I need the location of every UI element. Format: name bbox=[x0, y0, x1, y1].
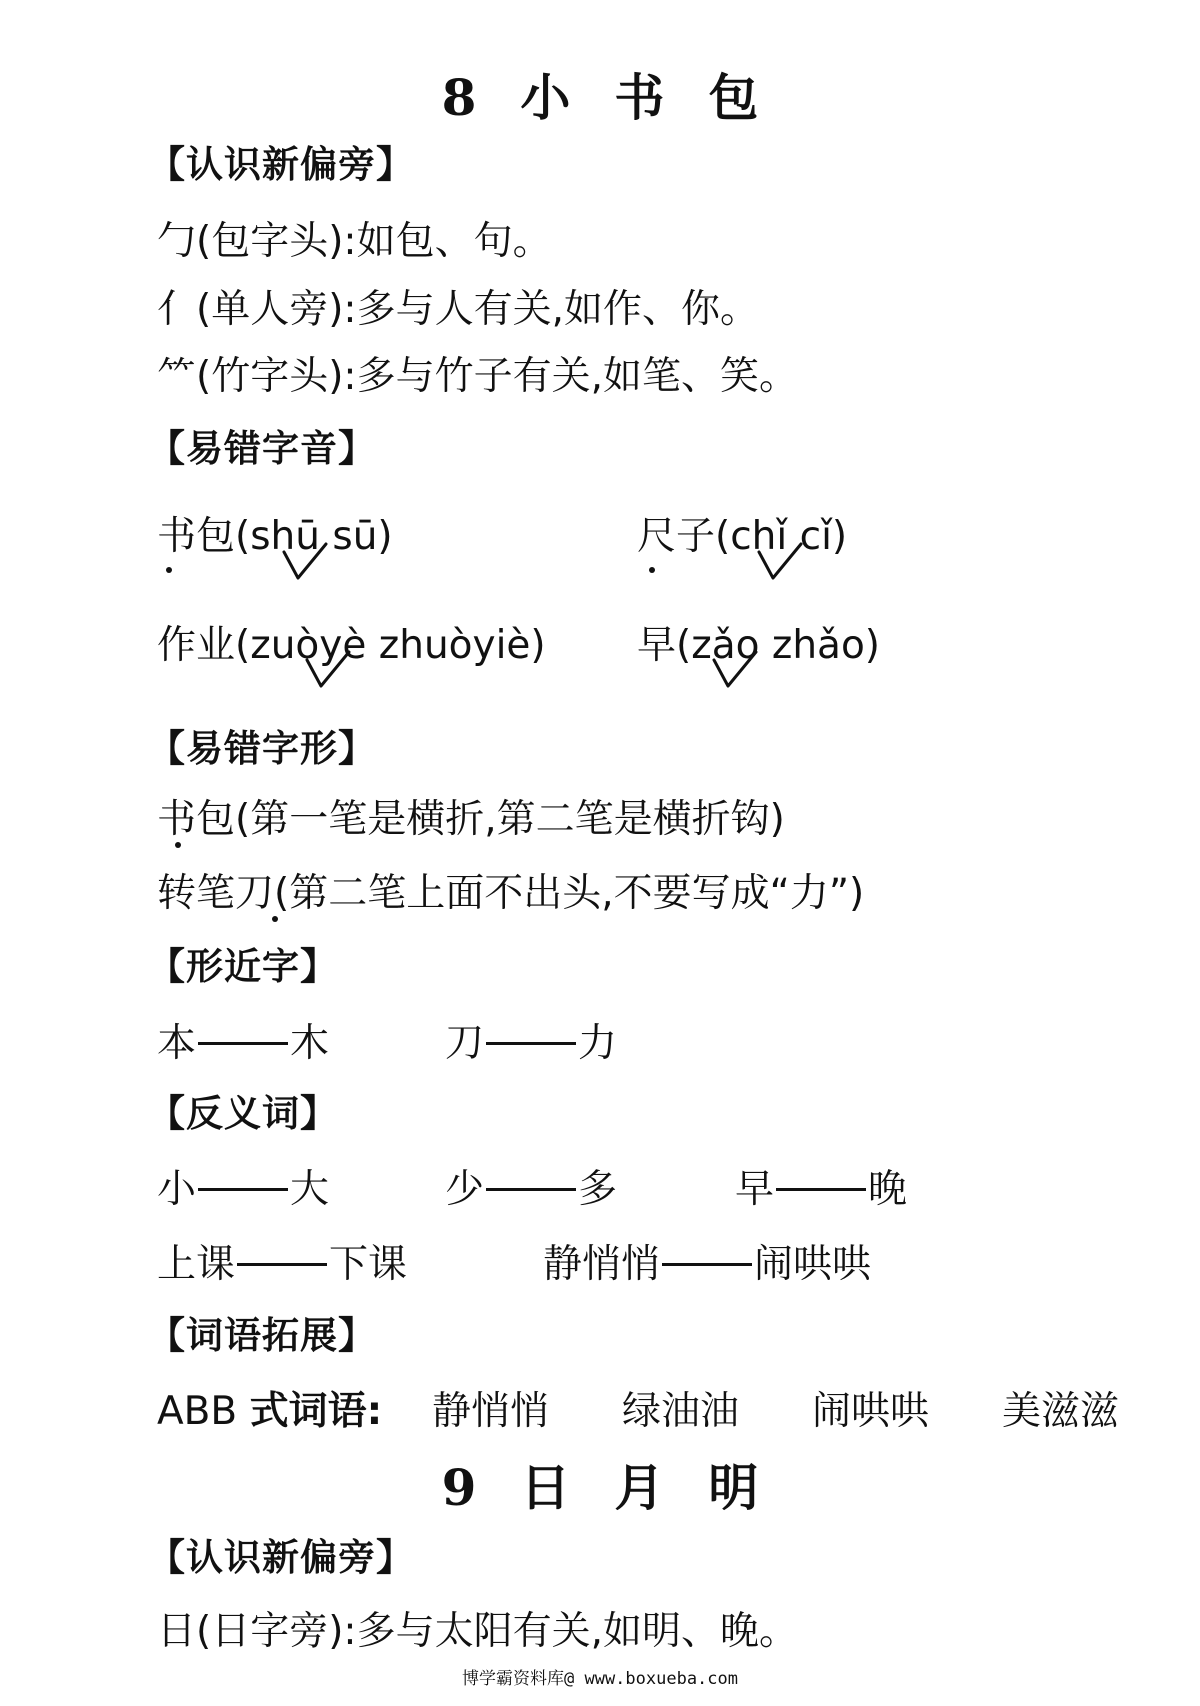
lesson-number: 9 bbox=[441, 1458, 477, 1517]
title-char: 书 bbox=[614, 68, 665, 127]
title-char: 明 bbox=[708, 1458, 759, 1517]
pair-right: 木 bbox=[290, 1021, 330, 1066]
pronunciation-word: 作业 bbox=[157, 623, 236, 668]
pronunciation-word: 早 bbox=[637, 623, 677, 668]
lesson-8-title bbox=[0, 58, 1200, 130]
section-heading-glyphs: 【易错字形】 bbox=[148, 727, 376, 770]
pair-left: 上课 bbox=[157, 1242, 236, 1287]
checkmark-icon bbox=[282, 540, 332, 584]
pronunciation-item bbox=[157, 505, 393, 561]
section-heading-similar: 【形近字】 bbox=[148, 945, 338, 988]
dash-divider bbox=[237, 1263, 327, 1266]
section-heading-pronunciation: 【易错字音】 bbox=[148, 427, 376, 470]
antonym-pair bbox=[445, 1158, 617, 1214]
pair-right: 力 bbox=[578, 1021, 618, 1066]
section-heading-radicals-9: 【认识新偏旁】 bbox=[148, 1536, 414, 1579]
title-char: 日 bbox=[520, 1458, 571, 1517]
glyph-line: 转笔刀(第二笔上面不出头,不要写成“力”) bbox=[157, 871, 865, 916]
antonym-pair bbox=[157, 1233, 407, 1289]
pair-left: 本 bbox=[157, 1021, 197, 1066]
emphasis-dot bbox=[166, 567, 172, 573]
pair-left: 刀 bbox=[445, 1021, 485, 1066]
radical-line: ⺮(竹字头):多与竹子有关,如笔、笑。 bbox=[157, 354, 798, 399]
dash-divider bbox=[776, 1188, 866, 1191]
dash-divider bbox=[198, 1042, 288, 1045]
pair-left: 静悄悄 bbox=[543, 1242, 661, 1287]
radical-line: 亻(单人旁):多与人有关,如作、你。 bbox=[157, 287, 759, 332]
similar-pair bbox=[157, 1012, 329, 1068]
pronunciation-options: (zǎo zhǎo) bbox=[676, 623, 881, 668]
pair-left: 早 bbox=[735, 1167, 775, 1212]
emphasis-dot bbox=[272, 916, 278, 922]
dash-divider bbox=[486, 1042, 576, 1045]
pair-left: 小 bbox=[157, 1167, 197, 1212]
similar-pair bbox=[445, 1012, 617, 1068]
lesson-9-title bbox=[0, 1448, 1200, 1520]
abb-prefix: ABB bbox=[157, 1389, 238, 1434]
emphasis-dot bbox=[175, 842, 181, 848]
antonym-pair bbox=[157, 1158, 329, 1214]
lesson-number: 8 bbox=[441, 68, 477, 127]
pair-right: 多 bbox=[578, 1167, 618, 1212]
section-heading-radicals: 【认识新偏旁】 bbox=[148, 143, 414, 186]
pair-right: 闹哄哄 bbox=[754, 1242, 872, 1287]
dash-divider bbox=[198, 1188, 288, 1191]
emphasis-dot bbox=[649, 567, 655, 573]
abb-word: 闹哄哄 bbox=[812, 1389, 930, 1434]
abb-words-line bbox=[157, 1380, 382, 1436]
footer-watermark: 博学霸资料库@ www.boxueba.com bbox=[462, 1669, 738, 1689]
pair-left: 少 bbox=[445, 1167, 485, 1212]
checkmark-icon bbox=[305, 648, 355, 692]
dash-divider bbox=[486, 1188, 576, 1191]
abb-word: 绿油油 bbox=[622, 1389, 740, 1434]
antonym-pair bbox=[735, 1158, 907, 1214]
pronunciation-item bbox=[637, 505, 847, 561]
section-heading-antonyms: 【反义词】 bbox=[148, 1092, 338, 1135]
abb-word: 静悄悄 bbox=[432, 1389, 550, 1434]
pair-right: 晚 bbox=[868, 1167, 908, 1212]
abb-label: 式词语: bbox=[249, 1389, 383, 1434]
pronunciation-options: (zuòyè zhuòyiè) bbox=[235, 623, 546, 668]
pronunciation-options: (chǐ cǐ) bbox=[715, 514, 848, 559]
abb-word: 美滋滋 bbox=[1002, 1389, 1120, 1434]
dash-divider bbox=[662, 1263, 752, 1266]
antonym-pair bbox=[543, 1233, 871, 1289]
radical-line: 日(日字旁):多与太阳有关,如明、晚。 bbox=[157, 1609, 798, 1654]
pronunciation-word: 书包 bbox=[157, 514, 236, 559]
checkmark-icon bbox=[712, 648, 762, 692]
pair-right: 大 bbox=[290, 1167, 330, 1212]
title-char: 小 bbox=[520, 68, 571, 127]
pair-right: 下课 bbox=[329, 1242, 408, 1287]
title-char: 包 bbox=[708, 68, 759, 127]
checkmark-icon bbox=[757, 540, 807, 584]
title-char: 月 bbox=[614, 1458, 665, 1517]
pronunciation-word: 尺子 bbox=[637, 514, 716, 559]
glyph-line: 书包(第一笔是横折,第二笔是横折钩) bbox=[157, 797, 785, 842]
section-heading-expansion: 【词语拓展】 bbox=[148, 1314, 376, 1357]
pronunciation-options: (shū sū) bbox=[235, 514, 393, 559]
radical-line: 勹(包字头):如包、句。 bbox=[157, 219, 552, 264]
